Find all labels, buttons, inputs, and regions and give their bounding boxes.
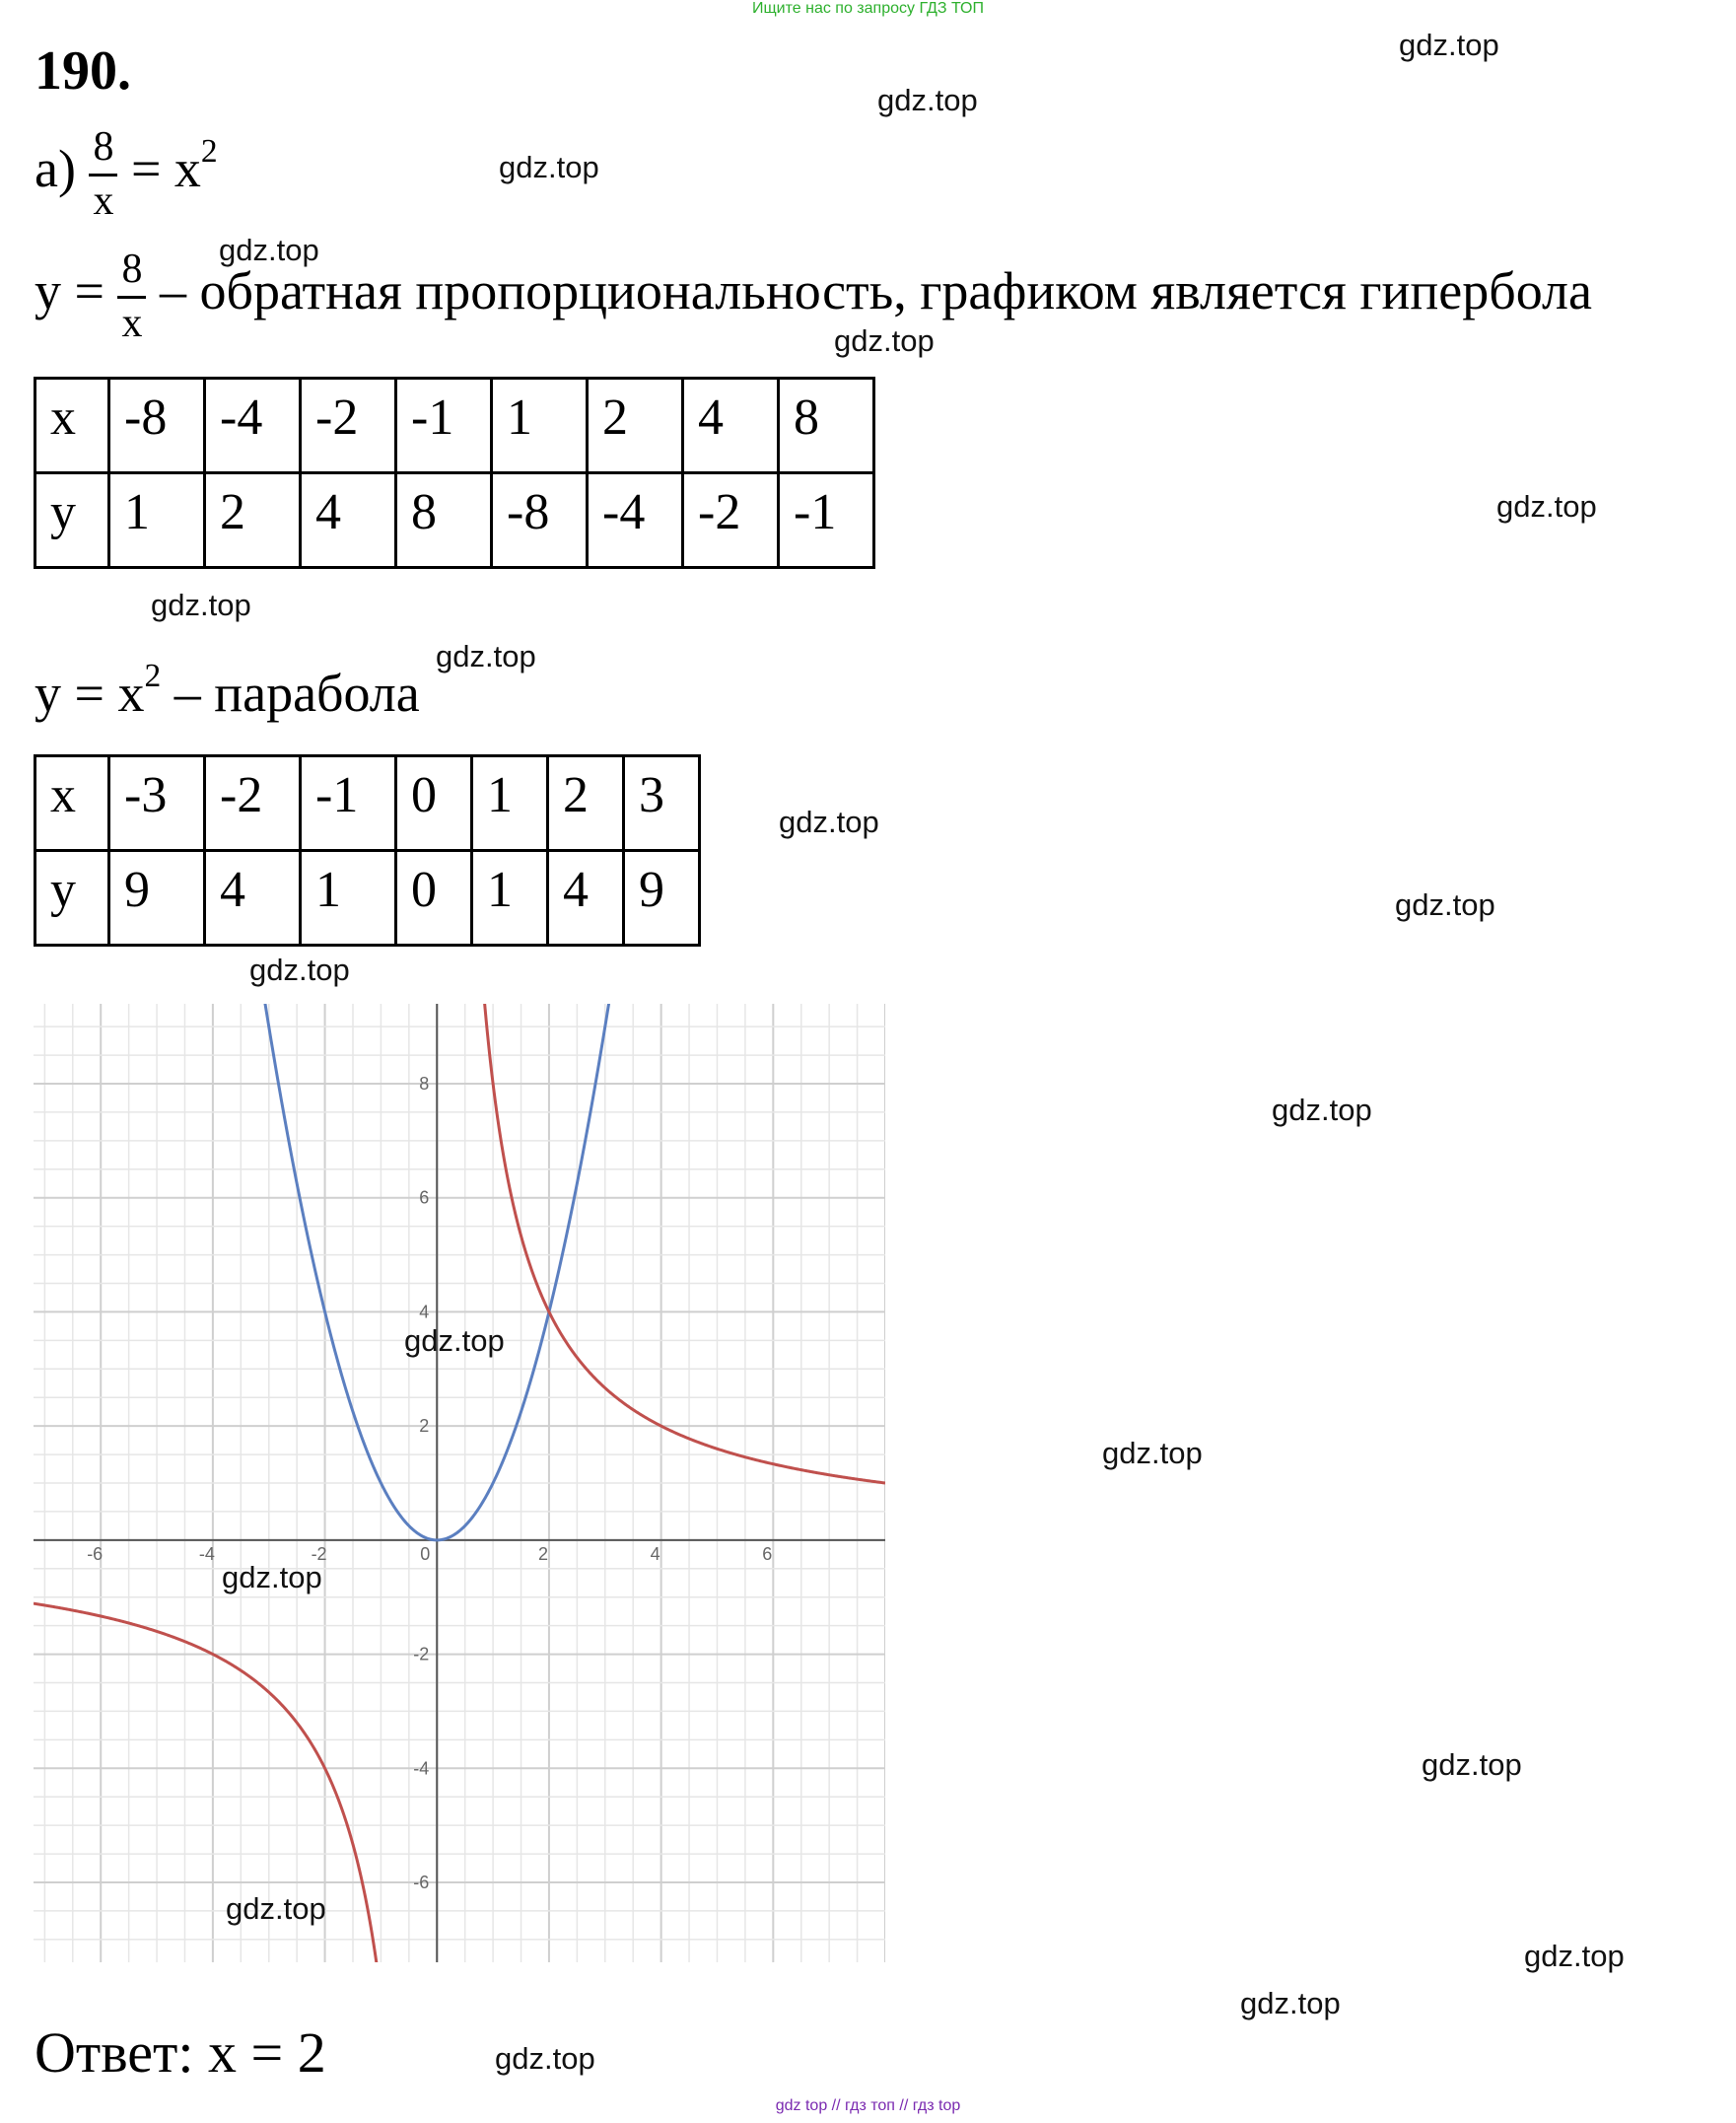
part-a-equation bbox=[35, 126, 218, 222]
table-cell: 4 bbox=[205, 851, 301, 946]
row-header: x bbox=[35, 756, 109, 851]
x-tick-label: 2 bbox=[537, 1543, 548, 1564]
watermark: gdz.top bbox=[222, 1560, 322, 1594]
row-header: y bbox=[35, 473, 109, 568]
fraction bbox=[89, 126, 117, 222]
table-cell: 0 bbox=[396, 851, 472, 946]
watermark: gdz.top bbox=[1399, 28, 1499, 62]
table-cell: 4 bbox=[683, 379, 779, 473]
table-cell: -1 bbox=[779, 473, 874, 568]
watermark: gdz.top bbox=[1496, 489, 1597, 524]
bottom-link[interactable]: гдз top bbox=[912, 2097, 961, 2114]
watermark: gdz.top bbox=[1524, 1939, 1625, 1973]
watermark: gdz.top bbox=[834, 323, 935, 358]
watermark: gdz.top bbox=[495, 2041, 595, 2076]
numerator: 8 bbox=[117, 248, 146, 299]
y-tick-label: 8 bbox=[419, 1074, 430, 1094]
table-cell: 1 bbox=[492, 379, 588, 473]
hyperbola-right-branch bbox=[483, 1004, 885, 1483]
x-tick-label: 4 bbox=[650, 1543, 660, 1564]
table-cell: 4 bbox=[301, 473, 396, 568]
fraction bbox=[117, 248, 146, 344]
watermark: gdz.top bbox=[404, 1323, 505, 1358]
table-cell: -8 bbox=[492, 473, 588, 568]
y-tick-label: -4 bbox=[413, 1758, 430, 1779]
x-tick-label: -2 bbox=[311, 1543, 327, 1564]
table-cell: 8 bbox=[779, 379, 874, 473]
denominator: x bbox=[93, 178, 114, 224]
answer: Ответ: x = 2 bbox=[35, 2020, 326, 2085]
separator: // bbox=[899, 2097, 909, 2114]
table-cell: 4 bbox=[548, 851, 624, 946]
watermark: gdz.top bbox=[436, 639, 536, 673]
watermark: gdz.top bbox=[226, 1891, 326, 1926]
y-tick-label: 4 bbox=[419, 1302, 430, 1322]
y-tick-label: 2 bbox=[419, 1416, 430, 1437]
bottom-link[interactable]: гдз топ bbox=[845, 2097, 895, 2114]
table-cell: 1 bbox=[472, 851, 548, 946]
rhs: = x bbox=[130, 138, 201, 198]
table-cell: 9 bbox=[624, 851, 700, 946]
bottom-links bbox=[0, 2097, 1736, 2115]
parabola-value-table bbox=[34, 754, 701, 947]
table-row bbox=[35, 379, 874, 473]
separator: // bbox=[831, 2097, 841, 2114]
watermark: gdz.top bbox=[779, 805, 879, 839]
problem-number: 190. bbox=[35, 40, 131, 102]
watermark: gdz.top bbox=[1395, 887, 1495, 922]
function-graph bbox=[34, 1004, 885, 1962]
table-cell: -8 bbox=[109, 379, 205, 473]
row-header: y bbox=[35, 851, 109, 946]
numerator: 8 bbox=[89, 126, 117, 177]
table-cell: 1 bbox=[472, 756, 548, 851]
x-tick-label: 6 bbox=[762, 1543, 773, 1564]
table-cell: -2 bbox=[301, 379, 396, 473]
table-cell: 1 bbox=[109, 473, 205, 568]
watermark: gdz.top bbox=[877, 83, 978, 117]
table-cell: 2 bbox=[548, 756, 624, 851]
x-tick-label: 0 bbox=[420, 1543, 431, 1564]
table-cell: -4 bbox=[588, 473, 683, 568]
table-cell: 9 bbox=[109, 851, 205, 946]
y-tick-label: 6 bbox=[419, 1187, 430, 1208]
row-header: x bbox=[35, 379, 109, 473]
table-cell: -4 bbox=[205, 379, 301, 473]
lhs: y = x bbox=[35, 664, 145, 723]
y-tick-label: -2 bbox=[413, 1644, 430, 1664]
table-cell: -3 bbox=[109, 756, 205, 851]
bottom-link[interactable]: gdz top bbox=[775, 2097, 828, 2114]
watermark: gdz.top bbox=[1272, 1093, 1372, 1127]
hyperbola-value-table bbox=[34, 377, 875, 569]
table-cell: 3 bbox=[624, 756, 700, 851]
exponent: 2 bbox=[144, 657, 162, 694]
description: – обратная пропорциональность, графиком является гипербола bbox=[159, 260, 1592, 320]
table-cell: -1 bbox=[301, 756, 396, 851]
parabola-statement bbox=[35, 657, 420, 724]
table-cell: 2 bbox=[588, 379, 683, 473]
table-cell: -1 bbox=[396, 379, 492, 473]
watermark: gdz.top bbox=[219, 233, 319, 267]
table-cell: 1 bbox=[301, 851, 396, 946]
table-row bbox=[35, 851, 700, 946]
y-tick-label: -6 bbox=[413, 1873, 430, 1892]
table-row bbox=[35, 473, 874, 568]
watermark: gdz.top bbox=[499, 150, 599, 184]
exponent: 2 bbox=[200, 132, 218, 170]
table-cell: -2 bbox=[205, 756, 301, 851]
description: – парабола bbox=[174, 664, 420, 723]
lhs: y = bbox=[35, 260, 104, 320]
table-cell: 2 bbox=[205, 473, 301, 568]
watermark: gdz.top bbox=[1240, 1986, 1341, 2020]
watermark: gdz.top bbox=[1422, 1747, 1522, 1782]
watermark: gdz.top bbox=[151, 588, 251, 622]
top-search-note: Ищите нас по запросу ГДЗ ТОП bbox=[752, 0, 984, 17]
watermark: gdz.top bbox=[1102, 1436, 1203, 1470]
table-row bbox=[35, 756, 700, 851]
denominator: x bbox=[121, 301, 143, 346]
watermark: gdz.top bbox=[249, 953, 350, 987]
x-tick-label: -4 bbox=[198, 1543, 215, 1564]
table-cell: 8 bbox=[396, 473, 492, 568]
table-cell: -2 bbox=[683, 473, 779, 568]
part-a-label: а) bbox=[35, 138, 76, 198]
table-cell: 0 bbox=[396, 756, 472, 851]
x-tick-label: -6 bbox=[87, 1543, 104, 1564]
